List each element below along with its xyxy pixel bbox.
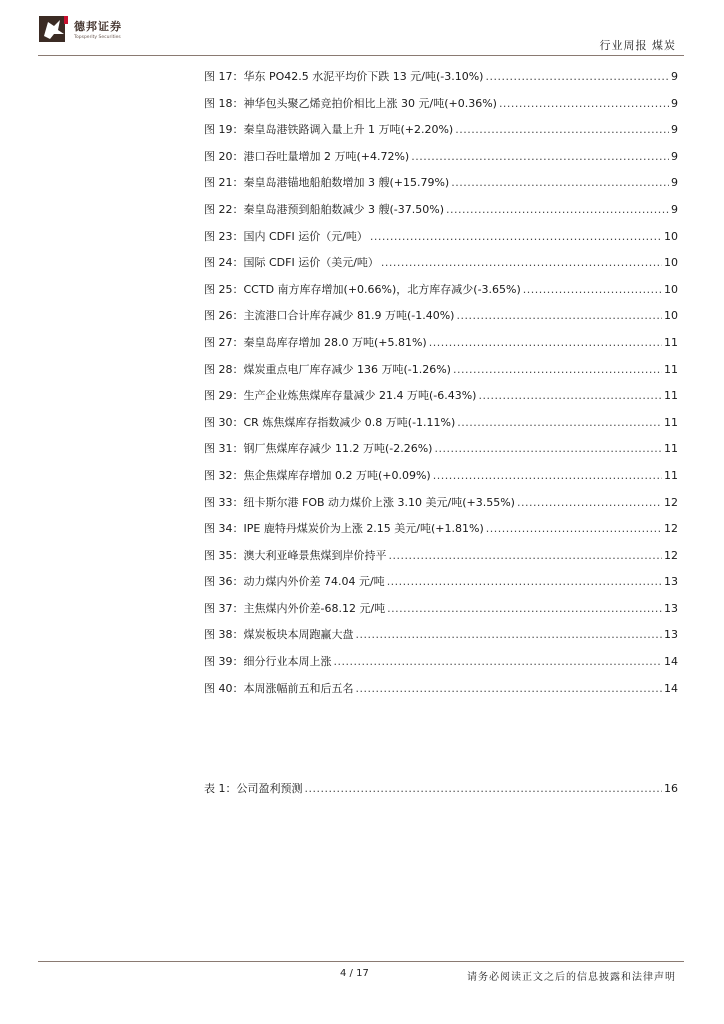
toc-entry-page: 9 — [671, 123, 678, 137]
toc-entry-label: 图 24：国际 CDFI 运价（美元/吨） — [204, 256, 379, 270]
toc-entry-page: 9 — [671, 202, 678, 216]
dot-leader — [434, 436, 662, 463]
toc-entry-page: 9 — [671, 149, 678, 163]
toc-entry-page: 11 — [664, 335, 678, 349]
dot-leader — [370, 224, 662, 251]
document-type-label: 行业周报 煤炭 — [599, 39, 676, 52]
figure-toc-entry[interactable] — [204, 410, 678, 437]
dot-leader — [485, 64, 669, 91]
dot-leader — [453, 357, 662, 384]
toc-entry-label: 图 34：IPE 鹿特丹煤炭价为上涨 2.15 美元/吨(+1.81%) — [204, 522, 484, 536]
toc-entry-page: 14 — [664, 655, 678, 669]
toc-entry-page: 12 — [664, 522, 678, 536]
toc-entry-label: 图 28：煤炭重点电厂库存减少 136 万吨(-1.26%) — [204, 362, 451, 376]
toc-entry-page: 11 — [664, 415, 678, 429]
dot-leader — [387, 596, 662, 623]
toc-entry-label: 图 19：秦皇岛港铁路调入量上升 1 万吨(+2.20%) — [204, 123, 454, 137]
figure-toc-entry[interactable] — [204, 91, 678, 118]
dot-leader — [334, 649, 663, 676]
toc-entry-label: 图 36：动力煤内外价差 74.04 元/吨 — [204, 575, 385, 589]
table-toc-list — [204, 776, 678, 803]
dot-leader — [455, 117, 669, 144]
figure-toc-entry[interactable] — [204, 170, 678, 197]
dot-leader — [356, 622, 663, 649]
dot-leader — [478, 383, 662, 410]
footer-divider — [38, 961, 684, 962]
toc-entry-page: 10 — [664, 282, 678, 296]
toc-entry-label: 图 33：纽卡斯尔港 FOB 动力煤价上涨 3.10 美元/吨(+3.55%) — [204, 495, 515, 509]
dot-leader — [411, 144, 669, 171]
figure-toc-entry[interactable] — [204, 596, 678, 623]
figure-toc-list — [204, 64, 678, 702]
dot-leader — [433, 463, 662, 490]
page-header — [0, 0, 724, 60]
toc-entry-page: 9 — [671, 176, 678, 190]
dot-leader — [456, 303, 662, 330]
logo-english-name: Topsperity Securities — [74, 35, 121, 40]
figure-toc-entry[interactable] — [204, 463, 678, 490]
figure-toc-entry[interactable] — [204, 569, 678, 596]
figure-toc-entry[interactable] — [204, 543, 678, 570]
toc-entry-label: 图 35：澳大利亚峰景焦煤到岸价持平 — [204, 548, 387, 562]
toc-entry-label: 图 22：秦皇岛港预到船舶数减少 3 艘(-37.50%) — [204, 202, 444, 216]
figure-toc-entry[interactable] — [204, 676, 678, 703]
toc-entry-label: 图 26：主流港口合计库存减少 81.9 万吨(-1.40%) — [204, 309, 455, 323]
toc-entry-label: 图 21：秦皇岛港锚地船舶数增加 3 艘(+15.79%) — [204, 176, 450, 190]
toc-entry-label: 表 1：公司盈利预测 — [204, 782, 303, 795]
toc-entry-label: 图 32：焦企焦煤库存增加 0.2 万吨(+0.09%) — [204, 468, 431, 482]
toc-entry-label: 图 39：细分行业本周上涨 — [204, 655, 332, 669]
figure-toc-entry[interactable] — [204, 436, 678, 463]
dot-leader — [499, 91, 669, 118]
toc-entry-label: 图 18：神华包头聚乙烯竞拍价相比上涨 30 元/吨(+0.36%) — [204, 96, 497, 110]
dot-leader — [389, 543, 663, 570]
toc-entry-page: 11 — [664, 468, 678, 482]
figure-toc-entry[interactable] — [204, 224, 678, 251]
toc-entry-label: 图 40：本周涨幅前五和后五名 — [204, 681, 354, 695]
toc-entry-label: 图 20：港口吞吐量增加 2 万吨(+4.72%) — [204, 149, 410, 163]
toc-entry-label: 图 27：秦皇岛库存增加 28.0 万吨(+5.81%) — [204, 335, 427, 349]
dot-leader — [517, 490, 662, 517]
dot-leader — [486, 516, 662, 543]
dot-leader — [457, 410, 662, 437]
toc-entry-page: 13 — [664, 628, 678, 642]
page-number: 4 / 17 — [340, 968, 369, 979]
toc-entry-page: 12 — [664, 548, 678, 562]
logo-chinese-name: 德邦证券 — [74, 20, 122, 33]
figure-toc-entry[interactable] — [204, 303, 678, 330]
figure-toc-entry[interactable] — [204, 330, 678, 357]
toc-entry-page: 12 — [664, 495, 678, 509]
toc-entry-label: 图 30：CR 炼焦煤库存指数减少 0.8 万吨(-1.11%) — [204, 415, 456, 429]
toc-entry-page: 13 — [664, 575, 678, 589]
dot-leader — [387, 569, 662, 596]
dot-leader — [451, 170, 669, 197]
toc-entry-label: 图 38：煤炭板块本周跑赢大盘 — [204, 628, 354, 642]
toc-entry-page: 14 — [664, 681, 678, 695]
figure-toc-entry[interactable] — [204, 117, 678, 144]
figure-toc-entry[interactable] — [204, 490, 678, 517]
toc-entry-page: 11 — [664, 389, 678, 403]
dot-leader — [446, 197, 669, 224]
toc-entry-page: 10 — [664, 309, 678, 323]
toc-entry-page: 10 — [664, 256, 678, 270]
figure-toc-entry[interactable] — [204, 277, 678, 304]
figure-toc-entry[interactable] — [204, 516, 678, 543]
company-logo — [38, 14, 122, 44]
figure-toc-entry[interactable] — [204, 197, 678, 224]
toc-entry-page: 9 — [671, 70, 678, 83]
table-toc-entry[interactable] — [204, 776, 678, 803]
figure-toc-entry[interactable] — [204, 144, 678, 171]
dot-leader — [305, 776, 663, 803]
footer-disclaimer: 请务必阅读正文之后的信息披露和法律声明 — [467, 972, 676, 983]
header-divider — [38, 55, 684, 56]
dot-leader — [381, 250, 662, 277]
figure-toc-entry[interactable] — [204, 383, 678, 410]
dot-leader — [356, 676, 663, 703]
toc-entry-page: 11 — [664, 362, 678, 376]
dragon-logo-icon — [38, 14, 70, 44]
toc-entry-label: 图 31：钢厂焦煤库存减少 11.2 万吨(-2.26%) — [204, 442, 433, 456]
dot-leader — [523, 277, 662, 304]
toc-entry-page: 9 — [671, 96, 678, 110]
toc-entry-label: 图 17：华东 PO42.5 水泥平均价下跌 13 元/吨(-3.10%) — [204, 70, 484, 83]
toc-entry-page: 13 — [664, 601, 678, 615]
toc-entry-page: 10 — [664, 229, 678, 243]
toc-entry-page: 16 — [664, 782, 678, 795]
toc-entry-label: 图 25：CCTD 南方库存增加(+0.66%)，北方库存减少(-3.65%) — [204, 282, 521, 296]
figure-toc-entry[interactable] — [204, 64, 678, 91]
figure-toc-entry[interactable] — [204, 649, 678, 676]
figure-toc-entry[interactable] — [204, 357, 678, 384]
dot-leader — [429, 330, 662, 357]
toc-entry-label: 图 23：国内 CDFI 运价（元/吨） — [204, 229, 368, 243]
toc-entry-label: 图 37：主焦煤内外价差-68.12 元/吨 — [204, 601, 386, 615]
figure-toc-entry[interactable] — [204, 622, 678, 649]
toc-entry-label: 图 29：生产企业炼焦煤库存量减少 21.4 万吨(-6.43%) — [204, 389, 477, 403]
figure-toc-entry[interactable] — [204, 250, 678, 277]
toc-entry-page: 11 — [664, 442, 678, 456]
